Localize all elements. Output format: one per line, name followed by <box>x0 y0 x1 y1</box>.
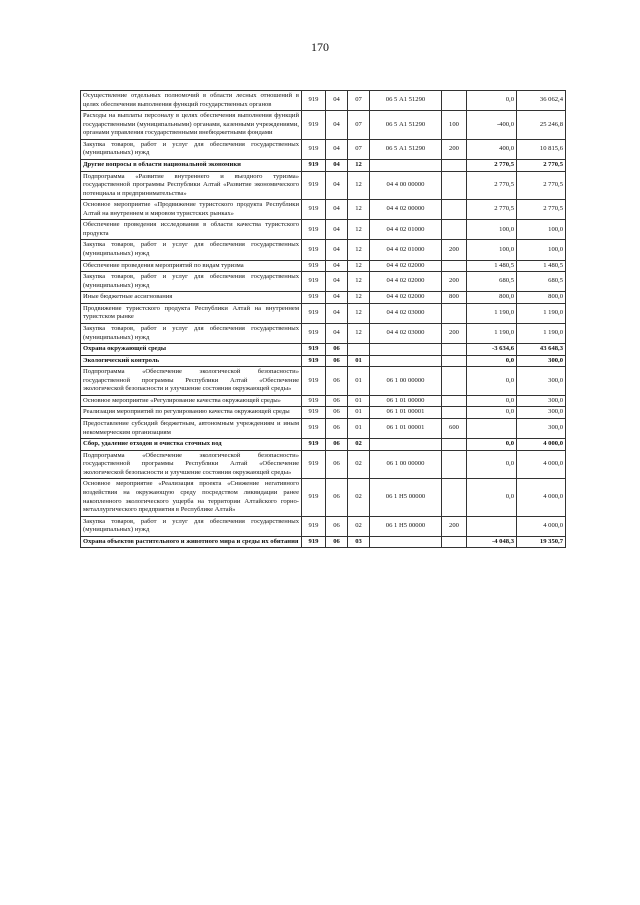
grbs-code: 919 <box>302 367 326 396</box>
subsection-code: 12 <box>348 159 370 171</box>
amount-change: 0,0 <box>467 439 517 451</box>
section-code: 04 <box>326 260 348 272</box>
subsection-code: 12 <box>348 200 370 220</box>
section-code: 06 <box>326 407 348 419</box>
amount-total: 1 480,5 <box>517 260 566 272</box>
row-name: Охрана окружающей среды <box>81 344 302 356</box>
expense-type-code <box>442 159 467 171</box>
target-item-code: 04 4 02 03000 <box>370 303 442 323</box>
amount-total: 2 770,5 <box>517 159 566 171</box>
subsection-code: 12 <box>348 323 370 343</box>
table-row <box>81 303 566 323</box>
row-name: Иные бюджетные ассигнования <box>81 292 302 304</box>
target-item-code <box>370 439 442 451</box>
amount-total: 100,0 <box>517 240 566 260</box>
subsection-code: 02 <box>348 450 370 479</box>
table-row <box>81 260 566 272</box>
subsection-code: 07 <box>348 111 370 140</box>
table-row <box>81 323 566 343</box>
table-row <box>81 344 566 356</box>
expense-type-code <box>442 439 467 451</box>
grbs-code: 919 <box>302 272 326 292</box>
amount-total: 100,0 <box>517 220 566 240</box>
table-row <box>81 516 566 536</box>
section-code: 04 <box>326 292 348 304</box>
amount-change: -4 048,3 <box>467 536 517 548</box>
row-name: Основное мероприятие «Продвижение туристского продукта Республики Алтай на внутреннем и мировом туристских рынках» <box>81 200 302 220</box>
table-row <box>81 220 566 240</box>
row-name: Предоставление субсидий бюджетным, автономным учреждениям и иным некоммерческим организациям <box>81 419 302 439</box>
table-row <box>81 395 566 407</box>
grbs-code: 919 <box>302 139 326 159</box>
section-code: 04 <box>326 159 348 171</box>
target-item-code: 06 5 А1 51290 <box>370 111 442 140</box>
section-code: 06 <box>326 439 348 451</box>
subsection-code: 03 <box>348 536 370 548</box>
subsection-code: 12 <box>348 260 370 272</box>
amount-change: 0,0 <box>467 367 517 396</box>
amount-total: 800,0 <box>517 292 566 304</box>
subsection-code: 12 <box>348 240 370 260</box>
section-code: 04 <box>326 303 348 323</box>
table-row <box>81 419 566 439</box>
table-row <box>81 355 566 367</box>
grbs-code: 919 <box>302 419 326 439</box>
amount-change: -400,0 <box>467 111 517 140</box>
expense-type-code <box>442 355 467 367</box>
expense-type-code: 200 <box>442 323 467 343</box>
table-row <box>81 407 566 419</box>
grbs-code: 919 <box>302 439 326 451</box>
amount-total: 300,0 <box>517 395 566 407</box>
grbs-code: 919 <box>302 479 326 516</box>
row-name: Обеспечение проведения исследования в области качества туристского продукта <box>81 220 302 240</box>
subsection-code: 02 <box>348 479 370 516</box>
grbs-code: 919 <box>302 91 326 111</box>
subsection-code: 12 <box>348 292 370 304</box>
amount-change: 680,5 <box>467 272 517 292</box>
amount-change: 0,0 <box>467 91 517 111</box>
amount-total: 300,0 <box>517 367 566 396</box>
target-item-code: 06 1 Н5 00000 <box>370 516 442 536</box>
grbs-code: 919 <box>302 111 326 140</box>
target-item-code: 06 1 01 00001 <box>370 407 442 419</box>
table-row <box>81 292 566 304</box>
grbs-code: 919 <box>302 450 326 479</box>
grbs-code: 919 <box>302 220 326 240</box>
target-item-code: 04 4 02 02000 <box>370 292 442 304</box>
subsection-code: 01 <box>348 355 370 367</box>
target-item-code: 06 1 01 00001 <box>370 419 442 439</box>
subsection-code: 02 <box>348 439 370 451</box>
expense-type-code: 200 <box>442 139 467 159</box>
expense-type-code: 800 <box>442 292 467 304</box>
row-name: Подпрограмма «Развитие внутреннего и въездного туризма» государственной программы Республики Алтай «Развитие экономического потенциала и предпринимательства» <box>81 171 302 200</box>
amount-total: 2 770,5 <box>517 200 566 220</box>
expense-type-code <box>442 200 467 220</box>
table-row <box>81 439 566 451</box>
target-item-code: 06 5 А1 51290 <box>370 139 442 159</box>
grbs-code: 919 <box>302 395 326 407</box>
grbs-code: 919 <box>302 516 326 536</box>
amount-change: 1 190,0 <box>467 323 517 343</box>
amount-total: 4 000,0 <box>517 450 566 479</box>
target-item-code: 06 5 А1 51290 <box>370 91 442 111</box>
subsection-code <box>348 344 370 356</box>
page-number: 170 <box>311 40 329 54</box>
grbs-code: 919 <box>302 200 326 220</box>
subsection-code: 12 <box>348 171 370 200</box>
target-item-code <box>370 159 442 171</box>
section-code: 04 <box>326 272 348 292</box>
amount-total: 4 000,0 <box>517 439 566 451</box>
target-item-code: 06 1 01 00000 <box>370 395 442 407</box>
amount-total: 680,5 <box>517 272 566 292</box>
section-code: 04 <box>326 220 348 240</box>
amount-total: 300,0 <box>517 355 566 367</box>
grbs-code: 919 <box>302 171 326 200</box>
amount-total: 10 815,6 <box>517 139 566 159</box>
row-name: Охрана объектов растительного и животного мира и среды их обитания <box>81 536 302 548</box>
section-code: 06 <box>326 536 348 548</box>
section-code: 04 <box>326 200 348 220</box>
subsection-code: 07 <box>348 91 370 111</box>
section-code: 06 <box>326 344 348 356</box>
expense-type-code: 100 <box>442 111 467 140</box>
amount-change <box>467 419 517 439</box>
grbs-code: 919 <box>302 407 326 419</box>
budget-table <box>80 90 566 548</box>
amount-total: 4 000,0 <box>517 516 566 536</box>
amount-change: 1 190,0 <box>467 303 517 323</box>
grbs-code: 919 <box>302 240 326 260</box>
amount-total: 1 190,0 <box>517 323 566 343</box>
amount-total: 19 350,7 <box>517 536 566 548</box>
row-name: Закупка товаров, работ и услуг для обеспечения государственных (муниципальных) нужд <box>81 323 302 343</box>
section-code: 04 <box>326 139 348 159</box>
table-row <box>81 450 566 479</box>
table-row <box>81 200 566 220</box>
row-name: Закупка товаров, работ и услуг для обеспечения государственных (муниципальных) нужд <box>81 240 302 260</box>
table-row <box>81 240 566 260</box>
amount-total: 300,0 <box>517 407 566 419</box>
amount-change: 100,0 <box>467 220 517 240</box>
expense-type-code: 600 <box>442 419 467 439</box>
row-name: Осуществление отдельных полномочий в области лесных отношений в целях обеспечения выполнения функций государственных органов <box>81 91 302 111</box>
section-code: 06 <box>326 516 348 536</box>
amount-change: 0,0 <box>467 450 517 479</box>
row-name: Экологический контроль <box>81 355 302 367</box>
table-row <box>81 536 566 548</box>
amount-change: -3 634,6 <box>467 344 517 356</box>
amount-change: 2 770,5 <box>467 171 517 200</box>
expense-type-code <box>442 171 467 200</box>
expense-type-code <box>442 220 467 240</box>
target-item-code: 04 4 02 03000 <box>370 323 442 343</box>
expense-type-code: 200 <box>442 240 467 260</box>
section-code: 04 <box>326 171 348 200</box>
row-name: Закупка товаров, работ и услуг для обеспечения государственных (муниципальных) нужд <box>81 516 302 536</box>
subsection-code: 07 <box>348 139 370 159</box>
target-item-code: 04 4 02 02000 <box>370 260 442 272</box>
expense-type-code <box>442 395 467 407</box>
row-name: Расходы на выплаты персоналу в целях обеспечения выполнения функций государственными (муниципальными) органами, казенными учреждениями, органами управления государственными внебюджетными фондами <box>81 111 302 140</box>
expense-type-code <box>442 536 467 548</box>
amount-change: 2 770,5 <box>467 200 517 220</box>
budget-table-body <box>81 91 566 548</box>
expense-type-code <box>442 91 467 111</box>
expense-type-code <box>442 407 467 419</box>
subsection-code: 12 <box>348 303 370 323</box>
amount-total: 36 062,4 <box>517 91 566 111</box>
target-item-code: 04 4 00 00000 <box>370 171 442 200</box>
target-item-code: 04 4 02 01000 <box>370 240 442 260</box>
table-row <box>81 159 566 171</box>
expense-type-code <box>442 479 467 516</box>
grbs-code: 919 <box>302 536 326 548</box>
subsection-code: 12 <box>348 220 370 240</box>
expense-type-code <box>442 367 467 396</box>
target-item-code <box>370 344 442 356</box>
amount-change: 0,0 <box>467 355 517 367</box>
amount-change: 0,0 <box>467 407 517 419</box>
subsection-code: 01 <box>348 407 370 419</box>
table-row <box>81 272 566 292</box>
amount-change: 400,0 <box>467 139 517 159</box>
target-item-code <box>370 536 442 548</box>
target-item-code: 04 4 02 01000 <box>370 220 442 240</box>
expense-type-code <box>442 303 467 323</box>
table-row <box>81 139 566 159</box>
amount-total: 300,0 <box>517 419 566 439</box>
row-name: Закупка товаров, работ и услуг для обеспечения государственных (муниципальных) нужд <box>81 139 302 159</box>
grbs-code: 919 <box>302 303 326 323</box>
table-row <box>81 171 566 200</box>
amount-total: 2 770,5 <box>517 171 566 200</box>
amount-change: 1 480,5 <box>467 260 517 272</box>
grbs-code: 919 <box>302 355 326 367</box>
target-item-code: 04 4 02 00000 <box>370 200 442 220</box>
row-name: Основное мероприятие «Реализация проекта «Снижение негативного воздействия на окружающую среду посредством ликвидации ранее накопленного экологического ущерба на территории Алтайского горно-металлургического предприятия в Республике Алтай» <box>81 479 302 516</box>
grbs-code: 919 <box>302 159 326 171</box>
table-row <box>81 367 566 396</box>
expense-type-code: 200 <box>442 272 467 292</box>
section-code: 06 <box>326 395 348 407</box>
target-item-code: 06 1 00 00000 <box>370 450 442 479</box>
expense-type-code <box>442 260 467 272</box>
section-code: 06 <box>326 355 348 367</box>
amount-change: 800,0 <box>467 292 517 304</box>
subsection-code: 12 <box>348 272 370 292</box>
amount-total: 1 190,0 <box>517 303 566 323</box>
table-row <box>81 91 566 111</box>
expense-type-code: 200 <box>442 516 467 536</box>
subsection-code: 02 <box>348 516 370 536</box>
row-name: Обеспечение проведения мероприятий по видам туризма <box>81 260 302 272</box>
target-item-code: 06 1 00 00000 <box>370 367 442 396</box>
expense-type-code <box>442 344 467 356</box>
grbs-code: 919 <box>302 260 326 272</box>
grbs-code: 919 <box>302 344 326 356</box>
section-code: 04 <box>326 91 348 111</box>
row-name: Подпрограмма «Обеспечение экологической безопасности» государственной программы Республики Алтай «Обеспечение экологической безопасности и улучшение состояния окружающей среды» <box>81 450 302 479</box>
section-code: 06 <box>326 479 348 516</box>
target-item-code <box>370 355 442 367</box>
amount-change <box>467 516 517 536</box>
grbs-code: 919 <box>302 323 326 343</box>
amount-change: 0,0 <box>467 479 517 516</box>
row-name: Закупка товаров, работ и услуг для обеспечения государственных (муниципальных) нужд <box>81 272 302 292</box>
table-row <box>81 479 566 516</box>
subsection-code: 01 <box>348 367 370 396</box>
grbs-code: 919 <box>302 292 326 304</box>
row-name: Подпрограмма «Обеспечение экологической безопасности» государственной программы Республики Алтай «Обеспечение экологической безопасности и улучшение состояния окружающей среды» <box>81 367 302 396</box>
row-name: Продвижение туристского продукта Республики Алтай на внутреннем туристском рынке <box>81 303 302 323</box>
amount-total: 25 246,8 <box>517 111 566 140</box>
section-code: 04 <box>326 240 348 260</box>
section-code: 04 <box>326 111 348 140</box>
amount-change: 100,0 <box>467 240 517 260</box>
amount-total: 4 000,0 <box>517 479 566 516</box>
expense-type-code <box>442 450 467 479</box>
target-item-code: 06 1 Н5 00000 <box>370 479 442 516</box>
row-name: Сбор, удаление отходов и очистка сточных вод <box>81 439 302 451</box>
section-code: 04 <box>326 323 348 343</box>
section-code: 06 <box>326 450 348 479</box>
table-row <box>81 111 566 140</box>
target-item-code: 04 4 02 02000 <box>370 272 442 292</box>
amount-change: 0,0 <box>467 395 517 407</box>
row-name: Другие вопросы в области национальной экономики <box>81 159 302 171</box>
row-name: Реализация мероприятий по регулированию качества окружающей среды <box>81 407 302 419</box>
section-code: 06 <box>326 419 348 439</box>
subsection-code: 01 <box>348 419 370 439</box>
section-code: 06 <box>326 367 348 396</box>
row-name: Основное мероприятие «Регулирование качества окружающей среды» <box>81 395 302 407</box>
amount-total: 43 648,3 <box>517 344 566 356</box>
subsection-code: 01 <box>348 395 370 407</box>
amount-change: 2 770,5 <box>467 159 517 171</box>
